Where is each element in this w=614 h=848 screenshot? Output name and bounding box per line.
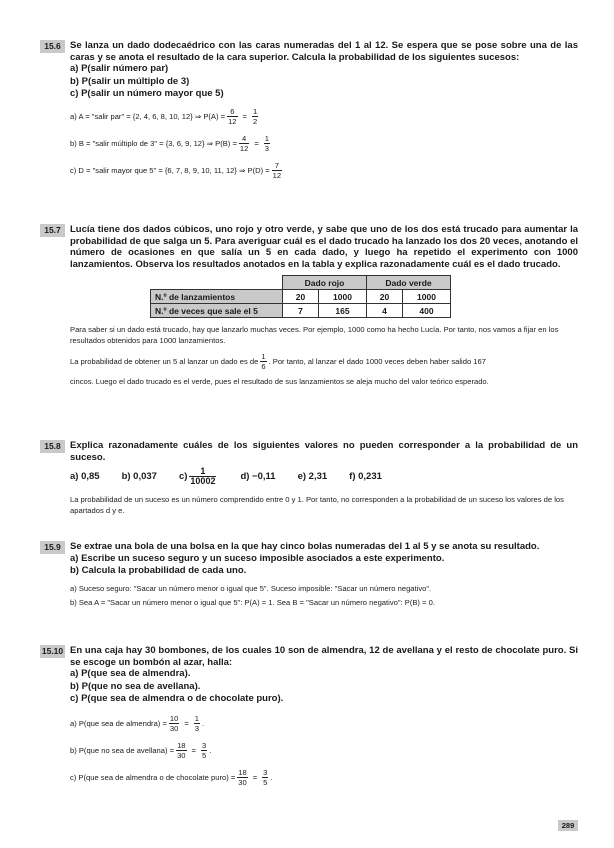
problem-15-8 bbox=[40, 440, 578, 516]
answer-a: a) Suceso seguro: "Sacar un número menor o igual que 5". Suceso imposible: "Sacar un número negativo". bbox=[70, 583, 432, 593]
problem-statement: En una caja hay 30 bombones, de los cuales 10 son de almendra, 12 de avellana y el resto de chocolate puro. Si se escoge un bombón al azar, halla: bbox=[70, 645, 578, 668]
fraction bbox=[262, 768, 268, 787]
results-table bbox=[150, 275, 451, 318]
denominator: 12 bbox=[272, 170, 282, 180]
answer-b: b) Sea A = "Sacar un número menor o igual que 5": P(A) = 1. Sea B = "Sacar un número negativo": P(B) = 0. bbox=[70, 597, 435, 607]
header-red-die: Dado rojo bbox=[283, 276, 367, 290]
answer-b: b) P(que no sea de avellana) = $\frac{18}{30}$ = $\frac{3}{5}$ . bbox=[70, 740, 212, 760]
answer-text: b) B = "salir múltiplo de 3" = {3, 6, 9, 12} ⇒ P(B) = bbox=[70, 138, 237, 148]
denominator: 5 bbox=[201, 750, 207, 760]
numerator: 18 bbox=[177, 740, 186, 750]
answer-paragraph: cincos. Luego el dado trucado es el verde, pues el resultado de sus lanzamientos se aleja mucho del valor teórico esperado. bbox=[70, 377, 489, 386]
table-cell: 20 bbox=[283, 290, 319, 304]
numerator: 1 bbox=[264, 133, 270, 143]
problem-statement: Explica razonadamente cuáles de los siguientes valores no pueden corresponder a la probabilidad de un suceso. bbox=[70, 440, 578, 463]
header-green-die: Dado verde bbox=[367, 276, 451, 290]
table-cell: 20 bbox=[367, 290, 403, 304]
answer-text: . Por tanto, al lanzar el dado 1000 veces deben haber salido 167 bbox=[268, 357, 486, 366]
problem-15-10 bbox=[40, 645, 578, 787]
denominator: 30 bbox=[177, 750, 186, 760]
fraction bbox=[272, 161, 282, 180]
problem-15-9 bbox=[40, 541, 578, 608]
numerator: 6 bbox=[230, 106, 235, 116]
denominator: 30 bbox=[169, 723, 179, 733]
numerator: 10 bbox=[169, 713, 179, 723]
problem-number: 15.10 bbox=[41, 646, 64, 656]
table-row bbox=[151, 304, 451, 318]
problem-statement: Lucía tiene dos dados cúbicos, uno rojo y otro verde, y sabe que uno de los dos está trucado para aumentar la probabilidad de que salga un 5. Para averiguar cuál es el dado trucado ha lanzado los dos 20 veces, anotando el número de ocasiones en que salía un 5 en cada dado, y luego ha repetido el experimento con 1000 lanzamientos. Observa los resultados anotados en la tabla y explica razonadamente cuál es el dado trucado. bbox=[70, 224, 578, 270]
table-cell: 4 bbox=[367, 304, 403, 318]
numerator: 3 bbox=[263, 767, 268, 777]
table-cell: 7 bbox=[283, 304, 319, 318]
denominator: 10002 bbox=[190, 476, 216, 486]
subquestion-b: b) P(que no sea de avellana). bbox=[70, 680, 201, 692]
answer-paragraph: Para saber si un dado está trucado, hay que lanzarlo muchas veces. Por ejemplo, 1000 como ha hecho Lucía. Por tanto, nos vamos a fijar en los resultados obtenidos para 1000 lanzamientos. bbox=[70, 325, 559, 345]
subquestion-b: b) Calcula la probabilidad de cada uno. bbox=[70, 565, 247, 576]
table-cell: 400 bbox=[403, 304, 451, 318]
denominator: 3 bbox=[264, 143, 270, 153]
answer-text: a) P(que sea de almendra) = bbox=[70, 718, 167, 728]
fraction bbox=[189, 467, 216, 486]
problem-number: 15.8 bbox=[40, 440, 65, 453]
option-label: c) bbox=[178, 471, 188, 482]
answer-text: c) D = "salir mayor que 5" = {6, 7, 8, 9, 10, 11, 12} ⇒ P(D) = bbox=[70, 165, 270, 175]
numerator: 1 bbox=[200, 466, 206, 476]
subquestion-b: b) P(salir un múltiplo de 3) bbox=[70, 75, 190, 87]
option-a: a) 0,85 bbox=[70, 471, 100, 482]
option-c bbox=[179, 467, 218, 486]
fraction bbox=[252, 107, 258, 126]
subquestion-c: c) P(que sea de almendra o de chocolate puro). bbox=[70, 693, 284, 704]
problem-number: 15.7 bbox=[40, 224, 65, 237]
options-row bbox=[70, 467, 578, 486]
denominator: 12 bbox=[228, 116, 237, 126]
answer-paragraph bbox=[70, 352, 578, 371]
denominator: 12 bbox=[239, 143, 249, 153]
numerator: 1 bbox=[261, 352, 266, 361]
numerator: 7 bbox=[274, 160, 279, 170]
option-d: d) −0,11 bbox=[240, 471, 276, 482]
option-f: f) 0,231 bbox=[349, 471, 382, 482]
denominator: 30 bbox=[238, 777, 247, 787]
numerator: 3 bbox=[201, 740, 207, 750]
numerator: 1 bbox=[194, 713, 200, 723]
problem-statement: Se extrae una bola de una bolsa en la que hay cinco bolas numeradas del 1 al 5 y se anota su resultado. bbox=[70, 541, 540, 552]
row-label: N.º de veces que sale el 5 bbox=[151, 304, 283, 318]
table-cell: 165 bbox=[319, 304, 367, 318]
numerator: 18 bbox=[238, 767, 247, 777]
answer-text: c) P(que sea de almendra o de chocolate puro) = bbox=[70, 772, 236, 782]
row-label: N.º de lanzamientos bbox=[151, 290, 283, 304]
denominator: 2 bbox=[252, 116, 258, 126]
fraction bbox=[239, 134, 249, 153]
answer-a: a) A = "salir par" = {2, 4, 6, 8, 10, 12} ⇒ P(A) = $\frac{6}{12}$ = $\frac{1}{2}$ bbox=[70, 106, 258, 126]
answer-text: La probabilidad de obtener un 5 al lanzar un dado es de bbox=[70, 357, 259, 366]
answer-c: c) P(que sea de almendra o de chocolate puro) = $\frac{18}{30}$ = $\frac{3}{5}$ . bbox=[70, 767, 273, 787]
table-cell: 1000 bbox=[319, 290, 367, 304]
table-row bbox=[151, 290, 451, 304]
fraction bbox=[260, 352, 266, 371]
denominator: 5 bbox=[263, 777, 268, 787]
denominator: 3 bbox=[194, 723, 200, 733]
denominator: 6 bbox=[261, 362, 266, 371]
answer-b: b) B = "salir múltiplo de 3" = {3, 6, 9, 12} ⇒ P(B) = $\frac{4}{12}$ = $\frac{1}{3}$ bbox=[70, 133, 270, 153]
table-cell: 1000 bbox=[403, 290, 451, 304]
fraction bbox=[169, 714, 179, 733]
answer-c bbox=[70, 161, 578, 180]
numerator: 1 bbox=[252, 106, 258, 116]
subquestion-c: c) P(salir un número mayor que 5) bbox=[70, 88, 224, 99]
subquestion-a: a) P(que sea de almendra). bbox=[70, 668, 191, 679]
problem-number: 15.6 bbox=[40, 40, 65, 53]
fraction bbox=[264, 134, 270, 153]
page-number: 289 bbox=[558, 820, 578, 831]
fraction bbox=[201, 741, 207, 760]
option-e: e) 2,31 bbox=[297, 471, 328, 482]
answer-a: a) P(que sea de almendra) = $\frac{10}{30}$ = $\frac{1}{3}$ . bbox=[70, 713, 205, 733]
subquestion-a: a) P(salir número par) bbox=[70, 63, 169, 74]
answer-paragraph: La probabilidad de un suceso es un número comprendido entre 0 y 1. Por tanto, no corresponden a la probabilidad de un suceso los valores de los apartados d y e. bbox=[70, 495, 564, 515]
fraction bbox=[176, 741, 186, 760]
fraction bbox=[237, 768, 247, 787]
problem-15-7 bbox=[40, 224, 578, 387]
answer-text: a) A = "salir par" = {2, 4, 6, 8, 10, 12} ⇒ P(A) = bbox=[70, 111, 226, 121]
fraction bbox=[194, 714, 200, 733]
problem-number: 15.9 bbox=[40, 541, 65, 554]
fraction bbox=[227, 107, 237, 126]
numerator: 4 bbox=[242, 133, 247, 143]
subquestion-a: a) Escribe un suceso seguro y un suceso imposible asociados a este experimento. bbox=[70, 552, 445, 564]
problem-15-6 bbox=[40, 40, 578, 180]
answer-text: b) P(que no sea de avellana) = bbox=[70, 745, 175, 755]
option-b: b) 0,037 bbox=[121, 471, 157, 482]
problem-statement: Se lanza un dado dodecaédrico con las caras numeradas del 1 al 12. Se espera que se pose sobre una de las caras y se anota el resultado de la cara superior. Calcula la probabilidad de los siguientes sucesos: bbox=[70, 40, 578, 63]
